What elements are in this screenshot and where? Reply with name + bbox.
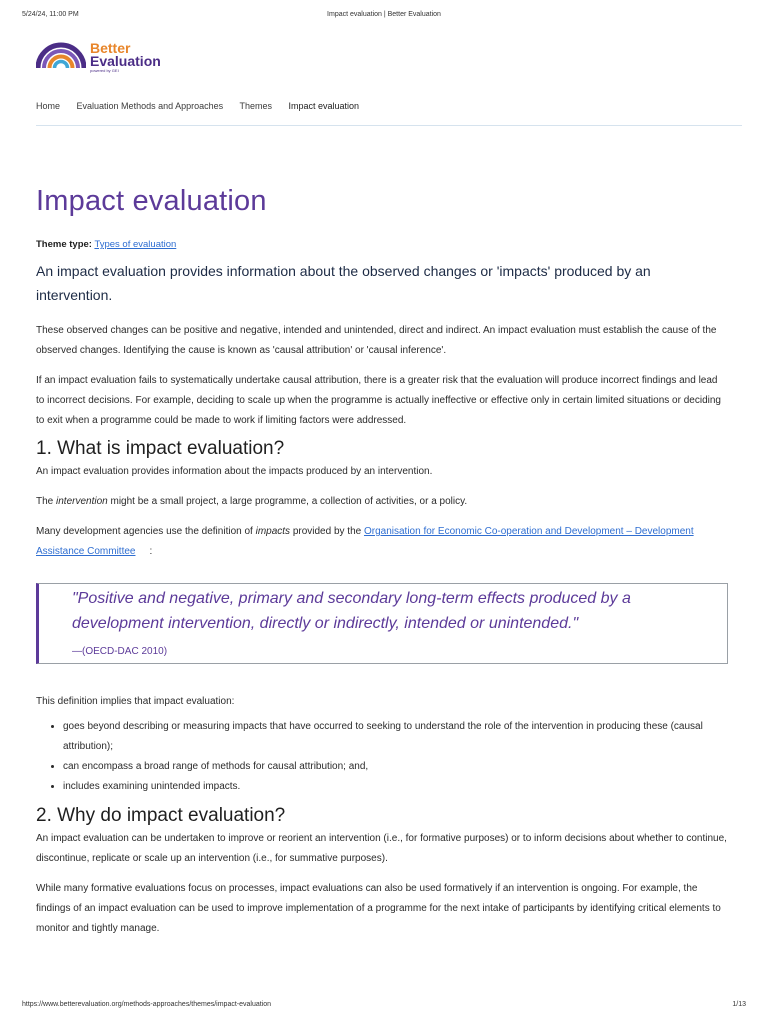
breadcrumb-themes[interactable]: Themes [239,101,272,111]
logo-powered-by: powered by GEI [90,68,119,73]
what-paragraph-2 [36,492,728,512]
theme-type-link[interactable]: Types of evaluation [94,239,177,250]
text-run: might be a small project, a large programme, a collection of activities, or a policy. [107,496,468,507]
print-header [22,11,746,21]
quote-text: "Positive and negative, primary and secondary long-term effects produced by a development intervention, directly or indirectly, intended or unintended." [72,590,631,632]
breadcrumb [36,101,373,111]
definition-implies: This definition implies that impact evaluation: [36,696,235,707]
logo-word-better: Better [90,40,131,56]
rainbow-logo-icon [36,42,86,68]
intro-paragraph-1: These observed changes can be positive and negative, intended and unintended, direct and indirect. An impact evaluation must establish the cause of the observed changes. Identifying the cause is known as 'causal attribution' or 'causal inference'. [36,325,717,356]
theme-type-label: Theme type: [36,239,92,250]
main-content [36,180,728,939]
why-paragraph-1: An impact evaluation can be undertaken to improve or reorient an intervention (i.e., for formative purposes) or to inform decisions about whether to continue, discontinue, replicate or scale up an intervention (i.e., for summative purposes). [36,833,727,864]
why-paragraph-2: While many formative evaluations focus on processes, impact evaluations can also be used formatively if an intervention is ongoing. For example, the findings of an impact evaluation can be used to improve implementation of a programme for the next intake of participants by identifying critical elements to monitor and tightly manage. [36,883,721,934]
quote-citation: —(OECD-DAC 2010) [72,646,168,657]
oecd-dac-link[interactable]: Organisation for Economic Co-operation and Development – Development Assistance Committee [36,526,694,557]
header-divider [36,125,742,126]
print-footer [22,1001,746,1011]
print-datetime: 5/24/24, 11:00 PM [22,11,79,18]
what-paragraph-1: An impact evaluation provides information about the impacts produced by an intervention. [36,466,433,477]
emphasis-impacts: impacts [255,526,291,537]
site-logo[interactable] [36,40,176,76]
emphasis-intervention: intervention [56,496,108,507]
text-run: provided by the [290,526,364,537]
text-run: The [36,496,57,507]
logo-word-evaluation: Evaluation [90,53,161,69]
breadcrumb-methods[interactable]: Evaluation Methods and Approaches [76,101,224,111]
text-run: : [149,546,153,557]
breadcrumb-current: Impact evaluation [288,101,360,111]
intro-paragraph-2: If an impact evaluation fails to systematically undertake causal attribution, there is a greater risk that the evaluation will produce incorrect findings and lead to incorrect decisions. For example, deciding to scale up when the programme is actually ineffective or effective only in certain limited situations or deciding to exit when a programme could be made to work if limiting factors were addressed. [36,375,721,426]
section-heading-why: 2. Why do impact evaluation? [36,805,286,826]
implications-list [36,717,728,797]
page-title: Impact evaluation [36,185,267,217]
list-item: • goes beyond describing or measuring impacts that have occurred to seeking to understand the role of the intervention in producing these (causal attribution); [63,717,728,757]
section-heading-what: 1. What is impact evaluation? [36,438,285,459]
print-doc-title: Impact evaluation | Better Evaluation [327,11,441,18]
print-page-number: 1/13 [732,1001,746,1008]
text-run: Many development agencies use the definition of [36,526,256,537]
lead-text: An impact evaluation provides information about the observed changes or 'impacts' produced by an intervention. [36,263,651,303]
definition-quote [36,583,728,664]
what-paragraph-3 [36,522,728,562]
print-url: https://www.betterevaluation.org/methods-approaches/themes/impact-evaluation [22,1001,272,1008]
theme-type [36,238,728,252]
list-item: • includes examining unintended impacts. [63,777,728,797]
breadcrumb-home[interactable]: Home [36,101,61,111]
list-item: • can encompass a broad range of methods for causal attribution; and, [63,757,728,777]
